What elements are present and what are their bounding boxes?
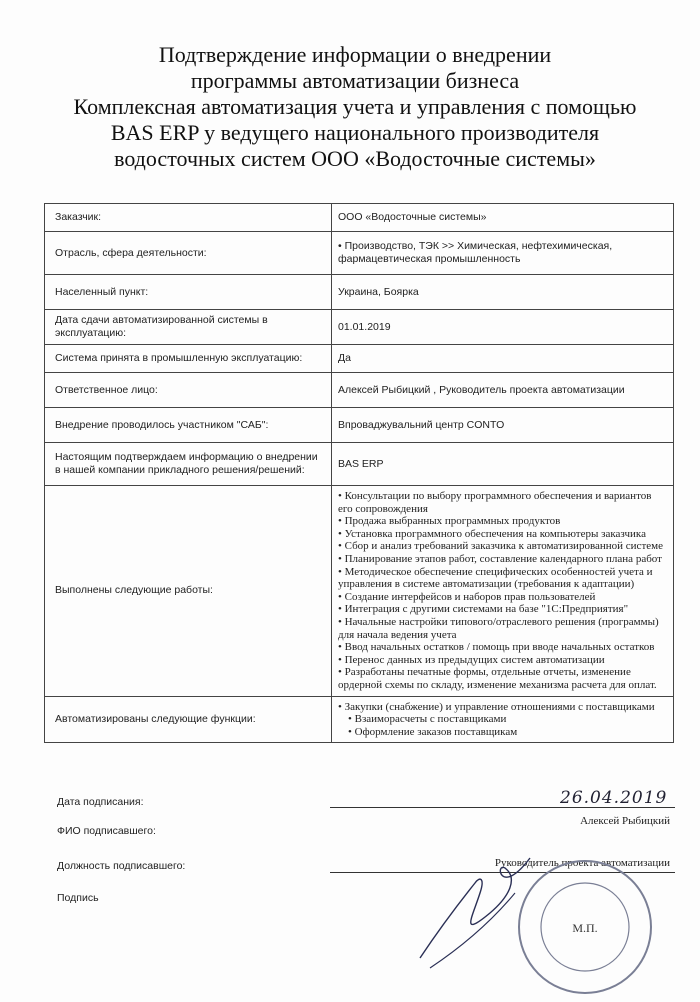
signature-label: Подпись: [57, 892, 99, 904]
functions-label: Автоматизированы следующие функции:: [45, 696, 332, 743]
list-item: • Интеграция с другими системами на базе "1С:Предприятия": [338, 603, 667, 616]
works-list: [338, 490, 667, 692]
title-line-3: Комплексная автоматизация учета и управления с помощью: [73, 94, 637, 119]
title-line-4: BAS ERP у ведущего национального производителя: [110, 120, 600, 145]
list-item: • Установка программного обеспечения на компьютеры заказчика: [338, 528, 667, 541]
table-row: [45, 310, 674, 345]
signer-name-label: ФИО подписавшего:: [57, 825, 156, 837]
solution-label: Настоящим подтверждаем информацию о внедрении в нашей компании прикладного решения/решений:: [45, 443, 332, 486]
customer-label: Заказчик:: [45, 204, 332, 232]
works-cell: [332, 486, 674, 697]
table-row: [45, 204, 674, 232]
list-item: • Начальные настройки типового/отраслевого решения (программы) для начала ведения учета: [338, 616, 667, 641]
signer-name-value: Алексей Рыбицкий: [580, 815, 670, 827]
signer-position-value: Руководитель проекта автоматизации: [494, 857, 670, 869]
info-table: [44, 203, 674, 743]
participant-label: Внедрение проводилось участником "САБ":: [45, 408, 332, 443]
city-label: Населенный пункт:: [45, 275, 332, 310]
stamp-label: М.П.: [572, 921, 598, 935]
list-item: • Сбор и анализ требований заказчика к автоматизированной системе: [338, 540, 667, 553]
list-item: • Ввод начальных остатков / помощь при вводе начальных остатков: [338, 641, 667, 654]
date-label: Дата сдачи автоматизированной системы в эксплуатацию:: [45, 310, 332, 345]
list-item: • Перенос данных из предыдущих систем автоматизации: [338, 654, 667, 667]
functions-list: [338, 701, 667, 714]
signer-position-label: Должность подписавшего:: [57, 860, 186, 872]
title-line-1: Подтверждение информации о внедрении: [158, 42, 552, 67]
sign-date-value: 26.04.2019: [560, 788, 668, 808]
industry-label: Отрасль, сфера деятельности:: [45, 232, 332, 275]
list-item: • Консультации по выбору программного обеспечения и вариантов его сопровождения: [338, 490, 667, 515]
industry-value: • Производство, ТЭК >> Химическая, нефтехимическая, фармацевтическая промышленность: [332, 232, 674, 275]
list-item: • Методическое обеспечение специфических особенностей учета и управления в системе автоматизации (требования к адаптации): [338, 566, 667, 591]
customer-value: ООО «Водосточные системы»: [332, 204, 674, 232]
title-line-2: программы автоматизации бизнеса: [190, 68, 520, 93]
sign-date-label: Дата подписания:: [57, 796, 144, 808]
table-row: [45, 696, 674, 743]
functions-sublist: [338, 713, 667, 738]
date-value: 01.01.2019: [332, 310, 674, 345]
participant-value: Впроваджувальний центр CONTO: [332, 408, 674, 443]
responsible-value: Алексей Рыбицкий , Руководитель проекта автоматизации: [332, 373, 674, 408]
title-line-5: водосточных систем ООО «Водосточные системы»: [114, 146, 596, 171]
list-item: • Взаиморасчеты с поставщиками: [348, 713, 667, 726]
table-row: [45, 232, 674, 275]
accepted-label: Система принята в промышленную эксплуатацию:: [45, 345, 332, 373]
company-stamp: [510, 852, 660, 1002]
list-item: • Закупки (снабжение) и управление отношениями с поставщиками: [338, 701, 667, 714]
table-row: [45, 486, 674, 697]
table-row: [45, 275, 674, 310]
table-row: [45, 408, 674, 443]
list-item: • Продажа выбранных программных продуктов: [338, 515, 667, 528]
responsible-label: Ответственное лицо:: [45, 373, 332, 408]
list-item: • Оформление заказов поставщикам: [348, 726, 667, 739]
works-label: Выполнены следующие работы:: [45, 486, 332, 697]
list-item: • Создание интерфейсов и наборов прав пользователей: [338, 591, 667, 604]
list-item: • Планирование этапов работ, составление календарного плана работ: [338, 553, 667, 566]
solution-value: BAS ERP: [332, 443, 674, 486]
table-row: [45, 373, 674, 408]
list-item: • Разработаны печатные формы, отдельные отчеты, изменение ордерной схемы по складу, изменение механизма расчета для оплат.: [338, 666, 667, 691]
document-title: [40, 42, 670, 172]
city-value: Украина, Боярка: [332, 275, 674, 310]
table-row: [45, 345, 674, 373]
accepted-value: Да: [332, 345, 674, 373]
table-row: [45, 443, 674, 486]
functions-cell: [332, 696, 674, 743]
